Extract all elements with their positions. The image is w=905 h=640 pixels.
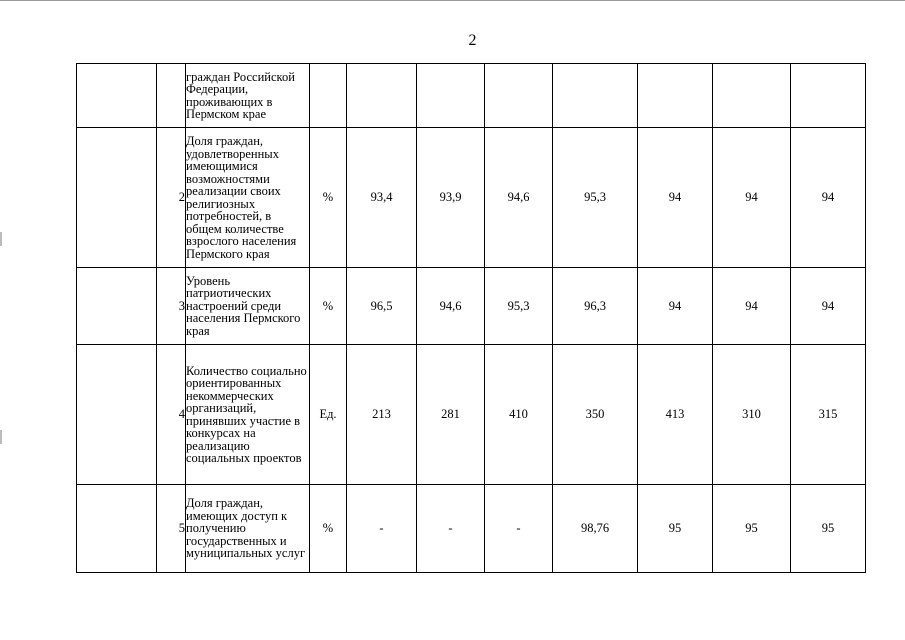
value-cell: 213 (347, 345, 417, 485)
value-cell: 96,3 (553, 268, 638, 345)
value-cell (713, 64, 791, 128)
value-cell (791, 64, 866, 128)
value-cell: 95,3 (485, 268, 553, 345)
value-cell: 94,6 (485, 128, 553, 268)
value-cell: 94 (713, 268, 791, 345)
table-row (77, 268, 866, 345)
indicators-table (76, 63, 866, 573)
value-cell: 95 (713, 485, 791, 573)
value-cell (417, 64, 485, 128)
value-cell: 94 (638, 128, 713, 268)
value-cell: 281 (417, 345, 485, 485)
value-cell: 95,3 (553, 128, 638, 268)
value-cell (347, 64, 417, 128)
unit-cell: % (310, 485, 347, 573)
value-cell: 95 (638, 485, 713, 573)
unit-cell: % (310, 128, 347, 268)
row-number: 5 (157, 485, 186, 573)
value-cell: 95 (791, 485, 866, 573)
value-cell: 410 (485, 345, 553, 485)
blank-cell (77, 64, 157, 128)
unit-cell: % (310, 268, 347, 345)
value-cell: - (417, 485, 485, 573)
value-cell (485, 64, 553, 128)
value-cell: - (485, 485, 553, 573)
value-cell (638, 64, 713, 128)
scan-edge-mark (0, 430, 2, 444)
unit-cell (310, 64, 347, 128)
indicator-name: Доля граждан, имеющих доступ к получению государственных и муниципальных услуг (186, 485, 310, 573)
value-cell: 94 (713, 128, 791, 268)
row-number: 2 (157, 128, 186, 268)
value-cell: 94,6 (417, 268, 485, 345)
value-cell: 93,4 (347, 128, 417, 268)
indicator-name: граждан Российской Федерации, проживающих в Пермском крае (186, 64, 310, 128)
unit-cell: Ед. (310, 345, 347, 485)
indicator-name: Количество социально ориентированных некоммерческих организаций, принявших участие в конкурсах на реализацию социальных проектов (186, 345, 310, 485)
scan-top-border (0, 0, 905, 1)
value-cell: 96,5 (347, 268, 417, 345)
value-cell: 310 (713, 345, 791, 485)
scan-edge-mark (0, 232, 2, 246)
row-number: 3 (157, 268, 186, 345)
table-row (77, 345, 866, 485)
row-number: 4 (157, 345, 186, 485)
table-row (77, 64, 866, 128)
table-row (77, 485, 866, 573)
value-cell: 315 (791, 345, 866, 485)
value-cell: 94 (791, 128, 866, 268)
value-cell: 94 (638, 268, 713, 345)
value-cell: 413 (638, 345, 713, 485)
value-cell: 98,76 (553, 485, 638, 573)
value-cell: 350 (553, 345, 638, 485)
blank-cell (77, 128, 157, 268)
row-number (157, 64, 186, 128)
value-cell: 93,9 (417, 128, 485, 268)
value-cell: - (347, 485, 417, 573)
indicator-name: Уровень патриотических настроений среди населения Пермского края (186, 268, 310, 345)
indicator-name: Доля граждан, удовлетворенных имеющимися возможностями реализации своих религиозных потребностей, в общем количестве взрослого населения Пермского края (186, 128, 310, 268)
blank-cell (77, 485, 157, 573)
table-row (77, 128, 866, 268)
blank-cell (77, 268, 157, 345)
value-cell: 94 (791, 268, 866, 345)
page-number: 2 (468, 32, 477, 49)
blank-cell (77, 345, 157, 485)
value-cell (553, 64, 638, 128)
